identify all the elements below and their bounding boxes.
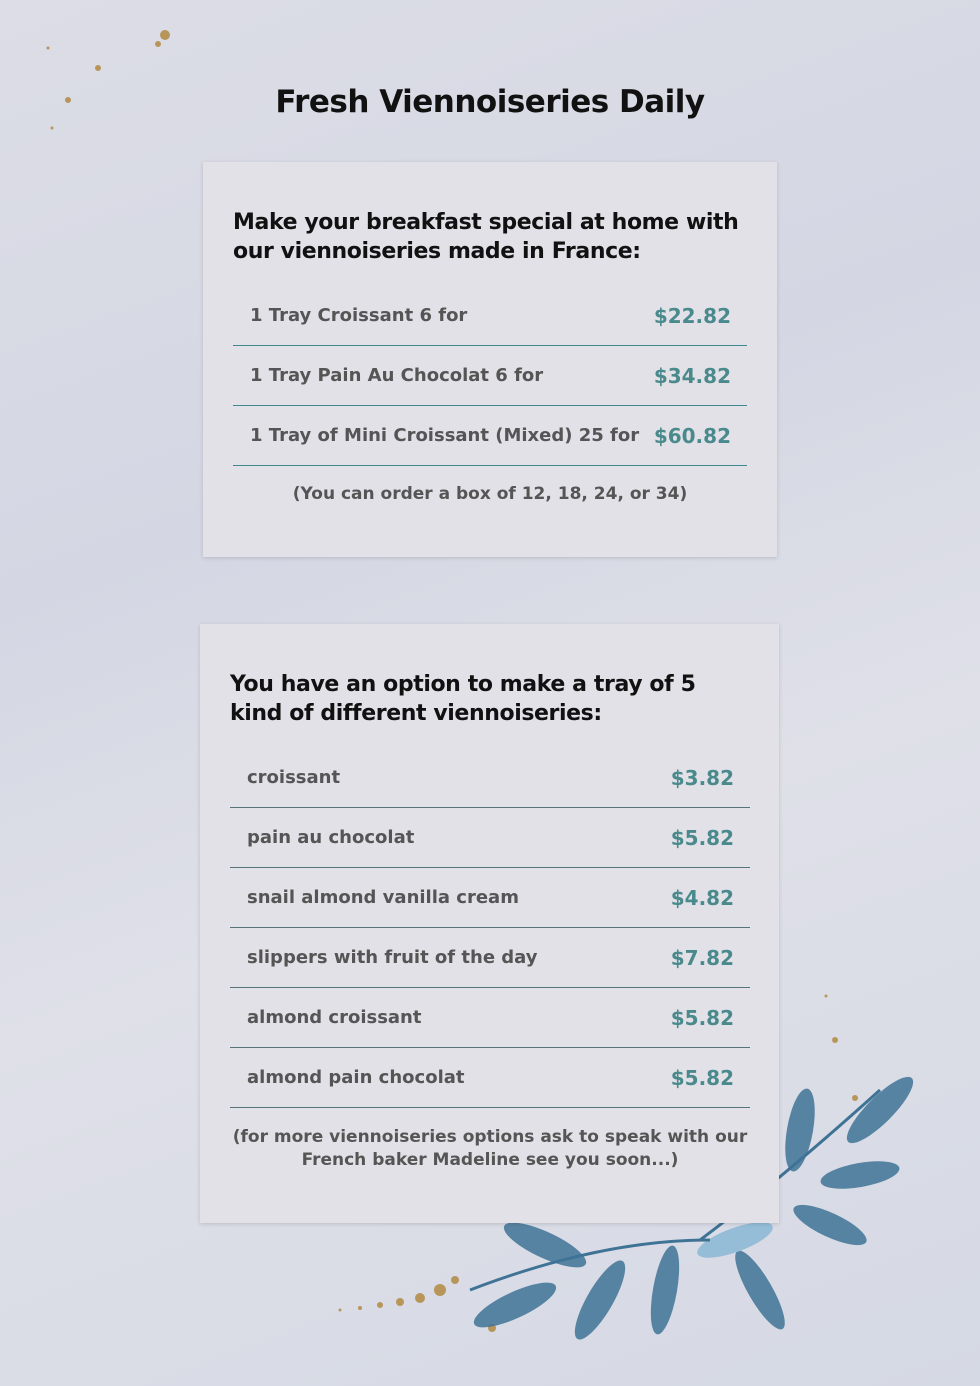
item-price: $7.82 (670, 945, 734, 970)
item-name: pain au chocolat (247, 827, 415, 848)
card-heading: You have an option to make a tray of 5 kind of different viennoiseries: (230, 672, 696, 726)
item-name: slippers with fruit of the day (247, 947, 538, 968)
item-name: almond croissant (247, 1007, 422, 1028)
item-name: almond pain chocolat (247, 1067, 465, 1088)
item-price: $4.82 (670, 885, 734, 910)
item-price: $60.82 (653, 423, 731, 448)
menu-item (230, 1048, 750, 1108)
item-name: 1 Tray Pain Au Chocolat 6 for (250, 365, 544, 386)
item-price: $22.82 (653, 303, 731, 328)
menu-item (233, 286, 747, 346)
item-name: croissant (247, 767, 341, 788)
item-name: 1 Tray Croissant 6 for (250, 305, 468, 326)
item-price: $34.82 (653, 363, 731, 388)
item-name: snail almond vanilla cream (247, 887, 519, 908)
tray-menu-card (203, 162, 777, 557)
item-price: $5.82 (670, 1065, 734, 1090)
card-heading: Make your breakfast special at home with our viennoiseries made in France: (233, 210, 739, 264)
page-title: Fresh Viennoiseries Daily (275, 84, 705, 120)
menu-item (230, 868, 750, 928)
custom-tray-card (200, 624, 779, 1223)
menu-item (233, 346, 747, 406)
item-price: $3.82 (670, 765, 734, 790)
card-note: (You can order a box of 12, 18, 24, or 34) (292, 484, 688, 504)
menu-item (230, 808, 750, 868)
item-price: $5.82 (670, 1005, 734, 1030)
menu-item (233, 406, 747, 466)
item-price: $5.82 (670, 825, 734, 850)
menu-item (230, 988, 750, 1048)
card-note: (for more viennoiseries options ask to speak with our French baker Madeline see you soon...) (232, 1127, 748, 1170)
item-name: 1 Tray of Mini Croissant (Mixed) 25 for (250, 425, 640, 446)
menu-item (230, 748, 750, 808)
menu-item (230, 928, 750, 988)
